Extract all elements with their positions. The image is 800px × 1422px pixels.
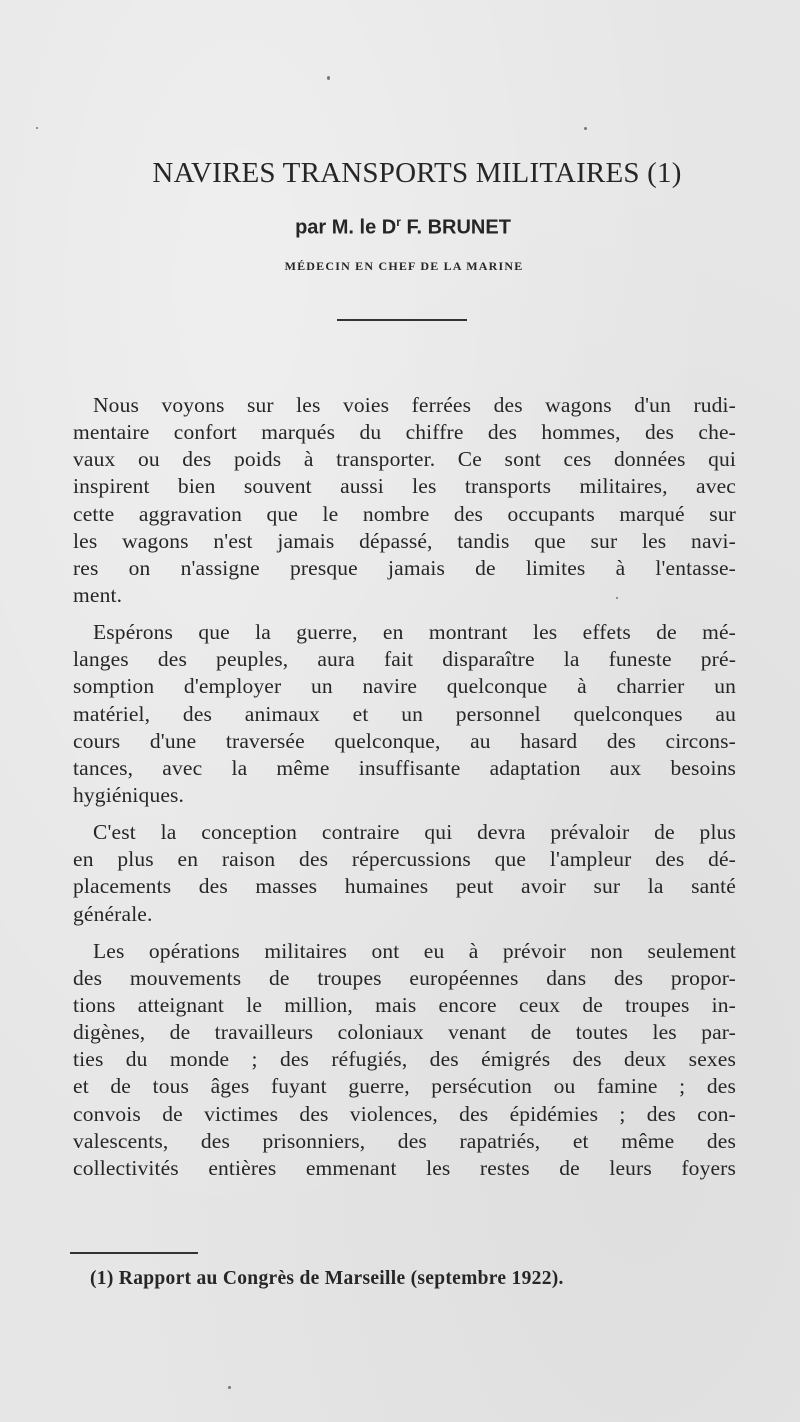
text-line: somption d'employer un navire quelconque à charrier un <box>73 674 736 699</box>
text-line: langes des peuples, aura fait disparaître la funeste pré- <box>73 647 736 672</box>
author-prefix: par M. le D <box>295 216 397 239</box>
text-line: vaux ou des poids à transporter. Ce sont ces données qui <box>73 447 736 472</box>
text-line: ties du monde ; des réfugiés, des émigrés des deux sexes <box>73 1047 736 1072</box>
footnote: (1) Rapport au Congrès de Marseille (septembre 1922). <box>90 1268 564 1289</box>
text-line: hygiéniques. <box>73 782 185 807</box>
text-line: Les opérations militaires ont eu à prévoir non seulement <box>93 938 736 963</box>
text-line: Espérons que la guerre, en montrant les effets de mé- <box>93 620 736 645</box>
text-line: cours d'une traversée quelconque, au hasard des circons- <box>73 728 736 753</box>
text-line: des mouvements de troupes européennes dans des propor- <box>73 965 736 990</box>
text-line: cette aggravation que le nombre des occupants marqué sur <box>73 501 736 526</box>
text-line: les wagons n'est jamais dépassé, tandis que sur les navi- <box>73 528 736 553</box>
text-line: tances, avec la même insuffisante adaptation aux besoins <box>73 755 736 780</box>
text-line: valescents, des prisonniers, des rapatriés, et même des <box>73 1128 736 1153</box>
text-line: et de tous âges fuyant guerre, persécution ou famine ; des <box>73 1074 736 1099</box>
text-line: Nous voyons sur les voies ferrées des wagons d'un rudi- <box>93 393 736 417</box>
paragraph-gap <box>73 928 736 938</box>
scan-speck <box>327 76 330 80</box>
text-line: en plus en raison des répercussions que l'ampleur des dé- <box>73 847 736 872</box>
text-line: placements des masses humaines peut avoir sur la santé <box>73 874 736 899</box>
text-line: res on n'assigne presque jamais de limites à l'entasse- <box>73 555 736 580</box>
scan-speck <box>616 597 618 599</box>
footnote-divider <box>70 1252 198 1254</box>
paragraph-gap <box>73 809 736 819</box>
text-line: digènes, de travailleurs coloniaux venant de toutes les par- <box>73 1020 736 1045</box>
title-divider <box>337 319 467 321</box>
text-line: tions atteignant le million, mais encore ceux de troupes in- <box>73 992 736 1017</box>
paragraph-gap <box>73 609 736 619</box>
author-title-superscript: r <box>396 215 401 229</box>
author-line <box>0 215 800 240</box>
text-line: inspirent bien souvent aussi les transports militaires, avec <box>73 474 736 499</box>
page-title: NAVIRES TRANSPORTS MILITAIRES (1) <box>152 157 682 189</box>
text-line: matériel, des animaux et un personnel quelconques au <box>73 701 736 726</box>
text-line: collectivités entières emmenant les restes de leurs foyers <box>73 1155 736 1180</box>
scan-speck <box>584 127 587 130</box>
text-line: C'est la conception contraire qui devra prévaloir de plus <box>93 820 736 845</box>
author-name: F. BRUNET <box>400 216 511 239</box>
article-body <box>73 392 736 1182</box>
text-line: générale. <box>73 901 153 926</box>
text-line: ment. <box>73 582 123 607</box>
author-rank: MÉDECIN EN CHEF DE LA MARINE <box>284 259 524 273</box>
scan-speck <box>36 127 38 129</box>
text-line: mentaire confort marqués du chiffre des hommes, des che- <box>73 420 736 445</box>
scan-speck <box>228 1386 231 1389</box>
text-line: convois de victimes des violences, des épidémies ; des con- <box>73 1101 736 1126</box>
